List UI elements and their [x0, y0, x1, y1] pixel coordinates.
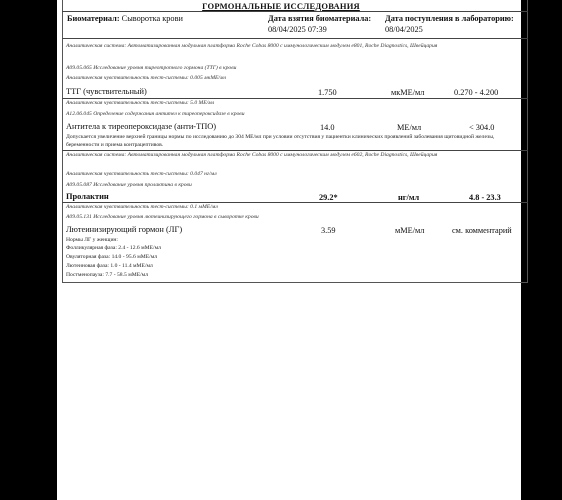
header-divider	[62, 38, 528, 39]
title-divider	[62, 11, 528, 12]
tpo-sensitivity: Аналитическая чувствительность тест-системы: 5.0 МЕ/мл	[66, 100, 215, 106]
tpo-comment: Допускается увеличение верхней границы нормы по исследованию до 304 МЕ/мл при условии отсутствия у пациентки клинических проявлений заболевания щитовидной железы, беременности и приема контрацептивов.	[66, 134, 495, 148]
prolactin-divider	[62, 202, 528, 203]
lh-name: Лютеинизирующий гормон (ЛГ)	[66, 225, 183, 234]
prolactin-reference: 4.8 - 23.3	[469, 193, 501, 202]
biomaterial-value: Сыворотка крови	[121, 14, 183, 23]
lh-norm-postmenopause: Постменопауза: 7.7 - 58.5 мМЕ/мл	[66, 272, 149, 278]
received-date-value: 08/04/2025	[385, 25, 423, 34]
tsh-reference: 0.270 - 4.200	[454, 88, 499, 97]
lh-sensitivity: Аналитическая чувствительность тест-системы: 0.1 мМЕ/мл	[66, 204, 218, 210]
tpo-value: 14.0	[320, 123, 335, 132]
prolactin-sensitivity: Аналитическая чувствительность тест-системы: 0.047 нг/мл	[66, 171, 217, 177]
tsh-analyzer-note: Аналитическая система: Автоматизированная модульная платформа Roche Cobas 8000 с иммунологическим модулем e801, Roche Diagnostics, Швейцария	[66, 43, 438, 49]
biomaterial	[67, 14, 183, 23]
lh-reference: см. комментарий	[452, 226, 512, 235]
taken-date-label: Дата взятия биоматериала:	[268, 14, 372, 23]
prolactin-value: 29.2*	[319, 193, 338, 202]
lh-test-code: А09.05.131 Исследование уровня лютеинизирующего гормона в сыворотке крови	[66, 214, 259, 220]
prolactin-analyzer-note: Аналитическая система: Автоматизированная модульная платформа Roche Cobas 8000 с иммунологическим модулем e602, Roche Diagnostics, Швейцария	[66, 152, 438, 158]
tsh-value: 1.750	[318, 88, 337, 97]
lh-norm-luteal: Лютеиновая фаза: 1.0 - 11.4 мМЕ/мл	[66, 263, 153, 269]
tsh-test-code: А09.05.065 Исследование уровня тиреотропного гормона (ТТГ) в крови	[66, 65, 237, 71]
prolactin-unit: нг/мл	[398, 193, 420, 202]
tsh-sensitivity: Аналитическая чувствительность тест-системы: 0.005 мкМЕ/мл	[66, 75, 226, 81]
lh-norm-ovulatory: Овуляторная фаза: 14.0 - 95.6 мМЕ/мл	[66, 254, 158, 260]
biomaterial-label: Биоматериал:	[67, 14, 120, 23]
lh-norm-follicular: Фолликулярная фаза: 2.4 - 12.6 мМЕ/мл	[66, 245, 161, 251]
tpo-test-code: А12.06.045 Определение содержания антител к тиреопероксидазе в крови	[66, 111, 245, 117]
report-title: ГОРМОНАЛЬНЫЕ ИССЛЕДОВАНИЯ	[202, 1, 360, 11]
tpo-unit: МЕ/мл	[397, 123, 422, 132]
lh-norms-title: Нормы ЛГ у женщин:	[66, 237, 118, 243]
tsh-name: ТТГ (чувствительный)	[66, 87, 147, 96]
prolactin-test-code: А09.05.087 Исследование уровня пролактина в крови	[66, 182, 192, 188]
tpo-name: Антитела к тиреопероксидазе (анти-ТПО)	[66, 122, 217, 131]
tpo-divider	[62, 150, 528, 151]
prolactin-name: Пролактин	[66, 192, 109, 201]
tsh-divider	[62, 98, 528, 99]
taken-date-value: 08/04/2025 07:39	[268, 25, 327, 34]
lh-unit: мМЕ/мл	[395, 226, 425, 235]
received-date-label: Дата поступления в лабораторию:	[385, 14, 514, 23]
lh-value: 3.59	[321, 226, 336, 235]
tpo-reference: < 304.0	[469, 123, 495, 132]
tsh-unit: мкМЕ/мл	[391, 88, 425, 97]
